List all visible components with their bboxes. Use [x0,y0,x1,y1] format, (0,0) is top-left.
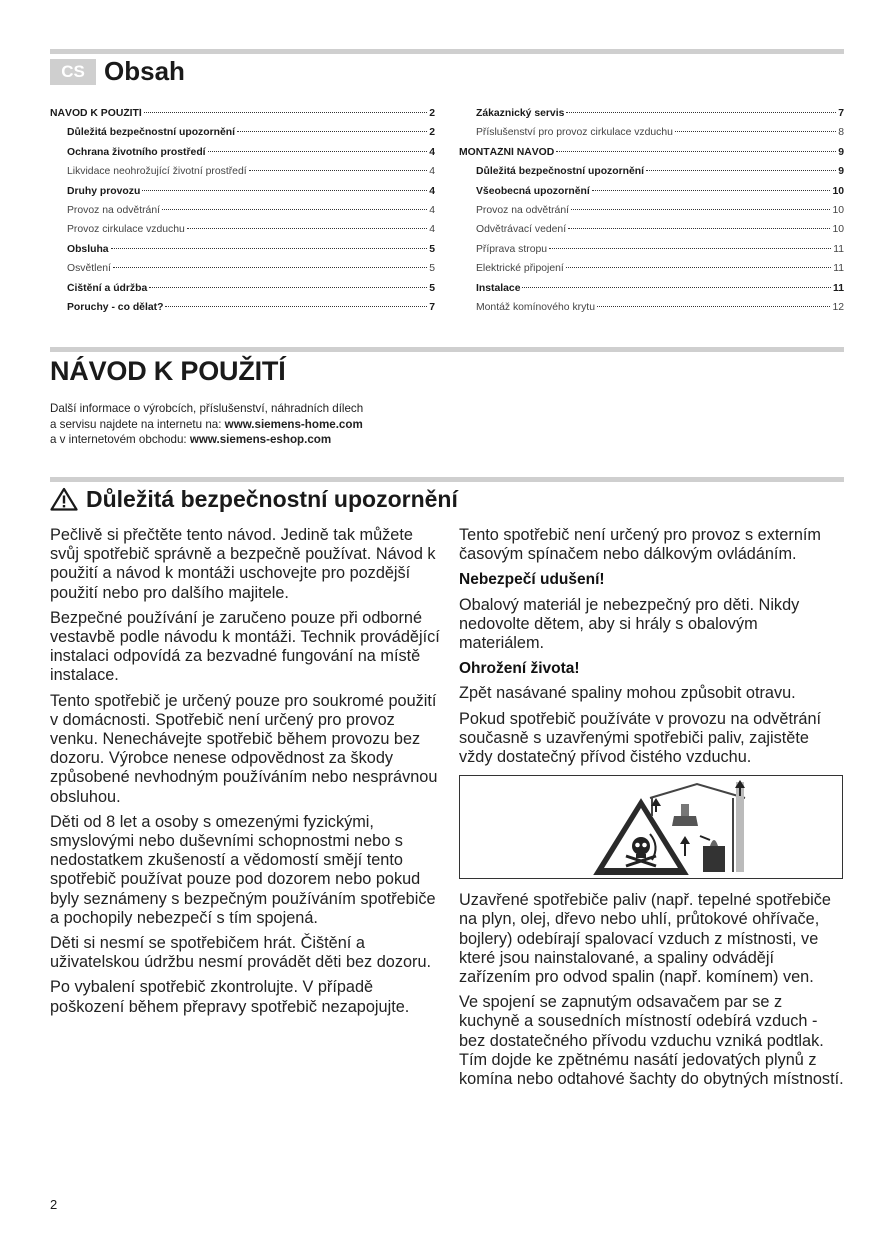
toc-entry[interactable] [459,108,844,127]
toc-entry-page: 10 [832,185,844,197]
toc-entry-title: Čištění a údržba [67,282,148,294]
skull-icon [632,837,650,855]
warning-icon [50,487,78,511]
toc-entry-page: 11 [833,263,844,275]
paragraph: Zpět nasávané spaliny mohou způsobit otravu. [459,684,796,703]
paragraph: Děti od 8 let a osoby s omezenými fyzickými, smyslovými nebo duševními schopnostmi nebo s nedostatkem zkušeností a vědomostí smějí tento spotřebič používat pouze pod dozorem nebo pokud byly seznámeny s bezpečným používáním spotřebiče a pochopily nebezpečí s tím spojená. [50,812,436,927]
toc-leader-dots [162,209,427,210]
toc-leader-dots [568,228,830,229]
toc-entry[interactable] [459,127,844,146]
toc-entry[interactable] [50,127,435,146]
section-title: NÁVOD K POUŽITÍ [50,356,286,386]
toc-entry[interactable] [459,147,844,166]
toc-entry[interactable] [50,147,435,166]
toc-entry[interactable] [50,302,435,321]
toc-leader-dots [144,112,427,113]
toc-entry-title: Montáž komínového krytu [476,301,595,313]
toc-leader-dots [592,190,831,191]
toc-entry-title: Všeobecná upozornění [476,185,590,197]
toc-entry-title: Důležitá bezpečnostní upozornění [67,127,235,139]
toc-entry-title: Provoz cirkulace vzduchu [67,224,185,236]
paragraph: Ve spojení se zapnutým odsavačem par se z kuchyně a sousedních místností odebírá vzduch - bez dostatečného přívodu vzduchu vzniká podtlak. Tím dojde ke zpětnému nasátí jedovatých plynů z komína nebo odtahové šachty do obytných místností. [459,993,844,1089]
subheading-suffocation: Nebezpečí udušení! [459,571,605,589]
toc-leader-dots [571,209,830,210]
toc-entry-page: 4 [429,146,435,158]
toc-entry-title: Důležitá bezpečnostní upozornění [476,166,644,178]
siemens-eshop-link[interactable]: www.siemens-eshop.com [189,433,332,447]
toc-entry[interactable] [50,186,435,205]
intro-text [50,401,470,448]
intro-line-1: Další informace o výrobcích, příslušenství, náhradních dílech [50,402,364,415]
toc-entry-title: Poruchy - co dělat? [67,301,164,313]
toc-entry-page: 9 [838,166,844,178]
toc-entry[interactable] [459,205,844,224]
toc-entry-page: 5 [429,243,435,255]
top-rule [50,49,844,54]
toc-entry-page: 11 [833,243,844,255]
toc-leader-dots [165,306,427,307]
toc-entry-page: 7 [429,301,435,313]
toc-entry-page: 8 [838,127,844,139]
toc-entry[interactable] [459,283,844,302]
paragraph: Děti si nesmí se spotřebičem hrát. Čištění a uživatelskou údržbu nesmí provádět děti bez dozoru. [50,934,432,972]
toc-entry-page: 10 [832,204,844,216]
toc-entry[interactable] [459,244,844,263]
toc-entry-page: 10 [832,224,844,236]
safety-title: Důležitá bezpečnostní upozornění [86,486,458,512]
toc-entry[interactable] [50,283,435,302]
toc-entry-title: MONTÁŽNÍ NÁVOD [459,146,555,158]
toc-entry[interactable] [459,263,844,282]
toc-entry-title: Instalace [476,282,521,294]
paragraph: Uzavřené spotřebiče paliv (např. tepelné spotřebiče na plyn, olej, dřevo nebo uhlí, průtokové ohřívače, bojlery) odebírají spalovací vzduch z místnosti, ve které jsou nainstalované, a spaliny odvádějí zařízením pro odvod spalin (např. komínem) ven. [459,891,831,987]
house-roof [650,784,745,798]
toc-leader-dots [597,306,830,307]
toc-entry-page: 2 [429,127,435,139]
toc-leader-dots [142,190,427,191]
paragraph: Tento spotřebič není určený pro provoz s externím časovým spínačem nebo dálkovým ovládáním. [459,526,821,564]
toc-leader-dots [208,151,428,152]
toc-right-column [459,108,844,321]
toc-entry-title: NÁVOD K POUŽITÍ [50,108,142,119]
paragraph: Pokud spotřebič používáte v provozu na odvětrání současně s uzavřenými spotřebiči paliv, zajistěte vždy dostatečný přívod čistého vzduchu. [459,709,822,767]
toc-entry-title: Osvětlení [67,263,111,275]
toc-left-column [50,108,435,321]
toc-entry-title: Příprava stropu [476,243,548,255]
toc-entry-page: 4 [429,185,435,197]
siemens-home-link[interactable]: www.siemens-home.com [224,417,363,431]
toc-leader-dots [111,248,428,249]
toc-entry[interactable] [459,302,844,321]
section-rule [50,347,844,352]
toc-entry-page: 2 [429,108,435,119]
toc-entry[interactable] [50,166,435,185]
toc-entry-page: 11 [833,282,844,294]
toc-entry-page: 4 [429,204,435,216]
toc-entry-page: 4 [429,224,435,236]
language-badge: CS [50,59,96,85]
toc-entry-title: Ochrana životního prostředí [67,146,206,158]
toc-entry-title: Provoz na odvětrání [476,204,569,216]
page-number: 2 [50,1197,58,1212]
toc-entry[interactable] [50,263,435,282]
toc-leader-dots [249,170,428,171]
toc-entry-title: Zákaznický servis [476,108,565,119]
toc-entry-page: 5 [429,263,435,275]
paragraph: Bezpečné používání je zaručeno pouze při odborné vestavbě podle návodu k montáži. Technik provádějící instalaci odpovídá za bezvadné fungování na místě instalace. [50,608,440,685]
toc-entry-page: 12 [832,301,844,313]
toc-entry[interactable] [50,224,435,243]
paragraph: Po vybalení spotřebič zkontrolujte. V případě poškození během přepravy spotřebič nezapojujte. [50,978,410,1016]
toc-leader-dots [646,170,836,171]
safety-heading [50,484,458,514]
intro-line-3 [50,432,470,448]
toc-leader-dots [187,228,427,229]
toc-entry-title: Provoz na odvětrání [67,204,160,216]
toc-leader-dots [149,287,427,288]
intro-line-2-text: a servisu najdete na internetu na: [50,417,225,431]
toc-leader-dots [566,112,836,113]
toc-entry[interactable] [459,166,844,185]
paragraph: Tento spotřebič je určený pouze pro soukromé použití v domácnosti. Spotřebič není určený pro provoz venku. Nenechávejte spotřebič během provozu bez dozoru. Výrobce nenese odpovědnost za škody způsobené nevhodným používáním nebo nesprávnou obsluhou. [50,691,438,806]
toc-leader-dots [566,267,831,268]
toc-entry[interactable] [459,186,844,205]
toc-leader-dots [675,131,836,132]
subheading-danger-to-life: Ohrožení života! [459,660,580,678]
safety-rule [50,477,844,482]
toc-entry[interactable] [50,244,435,263]
toc-entry-title: Druhy provozu [67,185,141,197]
flue-gas-diagram [460,776,842,878]
hood-icon [672,816,698,826]
paragraph: Obalový materiál je nebezpečný pro děti. Nikdy nedovolte dětem, aby si hrály s obalovým materiálem. [459,595,800,653]
toc-leader-dots [556,151,836,152]
toc-leader-dots [113,267,427,268]
safety-right-column [459,526,845,1095]
toc-entry-title: Obsluha [67,243,109,255]
stove-icon [703,846,725,872]
intro-line-2 [50,417,470,433]
toc-entry-title: Elektrické připojení [476,263,564,275]
toc-title: Obsah [104,56,185,86]
toc-leader-dots [522,287,831,288]
toc-entry-title: Likvidace neohrožující životní prostředí [67,166,247,178]
safety-left-column [50,526,440,1023]
flue-gas-illustration [459,775,843,879]
paragraph: Pečlivě si přečtěte tento návod. Jedině tak můžete svůj spotřebič správně a bezpečně používat. Návod k použití a návod k montáži uschovejte pro pozdější použití nebo pro dalšího majitele. [50,526,436,602]
toc-entry-page: 5 [429,282,435,294]
toc-entry[interactable] [50,205,435,224]
toc-entry-page: 9 [838,146,844,158]
intro-line-3-text: a v internetovém obchodu: [50,433,190,447]
toc-entry-title: Odvětrávací vedení [476,224,567,236]
toc-entry-page: 7 [838,108,844,119]
toc-leader-dots [549,248,831,249]
toc-leader-dots [237,131,427,132]
toc-entry[interactable] [50,108,435,127]
toc-entry-title: Příslušenství pro provoz cirkulace vzduchu [476,127,673,139]
toc-entry-page: 4 [429,166,435,178]
toc-entry[interactable] [459,224,844,243]
